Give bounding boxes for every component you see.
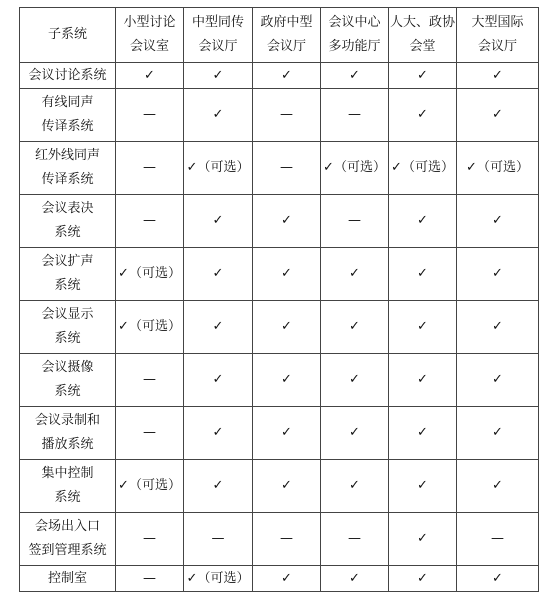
table-cell: ✓	[253, 63, 321, 89]
table-cell: ✓（可选）	[184, 142, 253, 195]
header-cell-small-discussion-room: 小型讨论 会议室	[116, 8, 184, 63]
row-label: 有线同声 传译系统	[20, 89, 116, 142]
row-label: 会议扩声 系统	[20, 248, 116, 301]
header-cell-peoples-congress-hall: 人大、政协 会堂	[389, 8, 457, 63]
table-row	[20, 63, 539, 89]
table-cell: ✓	[457, 301, 539, 354]
row-label: 会议录制和 播放系统	[20, 407, 116, 460]
header-cell-medium-interpretation-hall: 中型同传 会议厅	[184, 8, 253, 63]
table-container	[19, 7, 539, 592]
row-label: 会议表决 系统	[20, 195, 116, 248]
table-cell: ✓	[389, 248, 457, 301]
table-cell: ✓	[321, 354, 389, 407]
table-cell: ✓	[321, 407, 389, 460]
table-cell: —	[116, 89, 184, 142]
row-label: 控制室	[20, 566, 116, 592]
table-cell: —	[116, 142, 184, 195]
table-cell: —	[253, 513, 321, 566]
table-cell: ✓	[457, 566, 539, 592]
table-cell: —	[457, 513, 539, 566]
table-row	[20, 248, 539, 301]
table-cell: ✓	[321, 248, 389, 301]
table-row	[20, 195, 539, 248]
table-cell: ✓	[184, 248, 253, 301]
subsystem-table	[19, 7, 539, 592]
table-row	[20, 513, 539, 566]
table-cell: ✓	[116, 63, 184, 89]
row-label: 会议显示 系统	[20, 301, 116, 354]
table-cell: ✓	[389, 89, 457, 142]
table-row	[20, 301, 539, 354]
table-cell: ✓	[389, 566, 457, 592]
table-cell: ✓	[457, 460, 539, 513]
table-cell: —	[116, 407, 184, 460]
table-cell: ✓	[389, 354, 457, 407]
table-cell: ✓	[184, 460, 253, 513]
table-cell: ✓	[253, 195, 321, 248]
table-cell: ✓	[457, 89, 539, 142]
row-label: 会议摄像 系统	[20, 354, 116, 407]
table-cell: —	[116, 195, 184, 248]
table-cell: ✓	[184, 63, 253, 89]
table-cell: —	[253, 89, 321, 142]
table-cell: ✓	[253, 460, 321, 513]
table-cell: ✓	[184, 195, 253, 248]
table-cell: ✓	[457, 195, 539, 248]
table-cell: ✓	[253, 354, 321, 407]
table-cell: ✓	[321, 460, 389, 513]
table-cell: ✓	[457, 407, 539, 460]
row-label: 会议讨论系统	[20, 63, 116, 89]
table-cell: ✓	[184, 301, 253, 354]
row-label: 会场出入口 签到管理系统	[20, 513, 116, 566]
table-cell: ✓（可选）	[457, 142, 539, 195]
table-cell: ✓	[389, 407, 457, 460]
table-cell: —	[321, 195, 389, 248]
table-cell: ✓	[253, 248, 321, 301]
table-cell: ✓（可选）	[389, 142, 457, 195]
table-cell: ✓	[389, 513, 457, 566]
table-cell: ✓	[389, 63, 457, 89]
table-cell: ✓（可选）	[116, 460, 184, 513]
table-cell: ✓	[184, 407, 253, 460]
table-cell: ✓	[389, 301, 457, 354]
table-cell: ✓（可选）	[321, 142, 389, 195]
table-cell: —	[321, 89, 389, 142]
row-label: 集中控制 系统	[20, 460, 116, 513]
table-cell: —	[253, 142, 321, 195]
table-row	[20, 460, 539, 513]
table-row	[20, 142, 539, 195]
table-cell: ✓	[184, 354, 253, 407]
header-cell-conference-center-hall: 会议中心 多功能厅	[321, 8, 389, 63]
row-label: 红外线同声 传译系统	[20, 142, 116, 195]
table-cell: ✓	[389, 195, 457, 248]
table-row	[20, 89, 539, 142]
table-cell: ✓	[321, 301, 389, 354]
table-cell: ✓	[457, 248, 539, 301]
table-row	[20, 407, 539, 460]
table-cell: ✓	[457, 63, 539, 89]
table-cell: —	[184, 513, 253, 566]
table-cell: —	[116, 354, 184, 407]
header-row	[20, 8, 539, 63]
table-cell: ✓	[253, 407, 321, 460]
header-cell-large-international-hall: 大型国际 会议厅	[457, 8, 539, 63]
table-cell: ✓	[321, 63, 389, 89]
table-cell: ✓	[184, 89, 253, 142]
table-cell: ✓	[253, 566, 321, 592]
table-row	[20, 566, 539, 592]
table-cell: —	[116, 513, 184, 566]
header-cell-subsystem: 子系统	[20, 8, 116, 63]
table-cell: —	[116, 566, 184, 592]
table-cell: ✓（可选）	[116, 301, 184, 354]
table-cell: ✓	[389, 460, 457, 513]
table-row	[20, 354, 539, 407]
table-cell: ✓	[321, 566, 389, 592]
table-cell: —	[321, 513, 389, 566]
header-cell-government-medium-hall: 政府中型 会议厅	[253, 8, 321, 63]
table-cell: ✓	[253, 301, 321, 354]
table-cell: ✓（可选）	[116, 248, 184, 301]
table-cell: ✓（可选）	[184, 566, 253, 592]
table-cell: ✓	[457, 354, 539, 407]
